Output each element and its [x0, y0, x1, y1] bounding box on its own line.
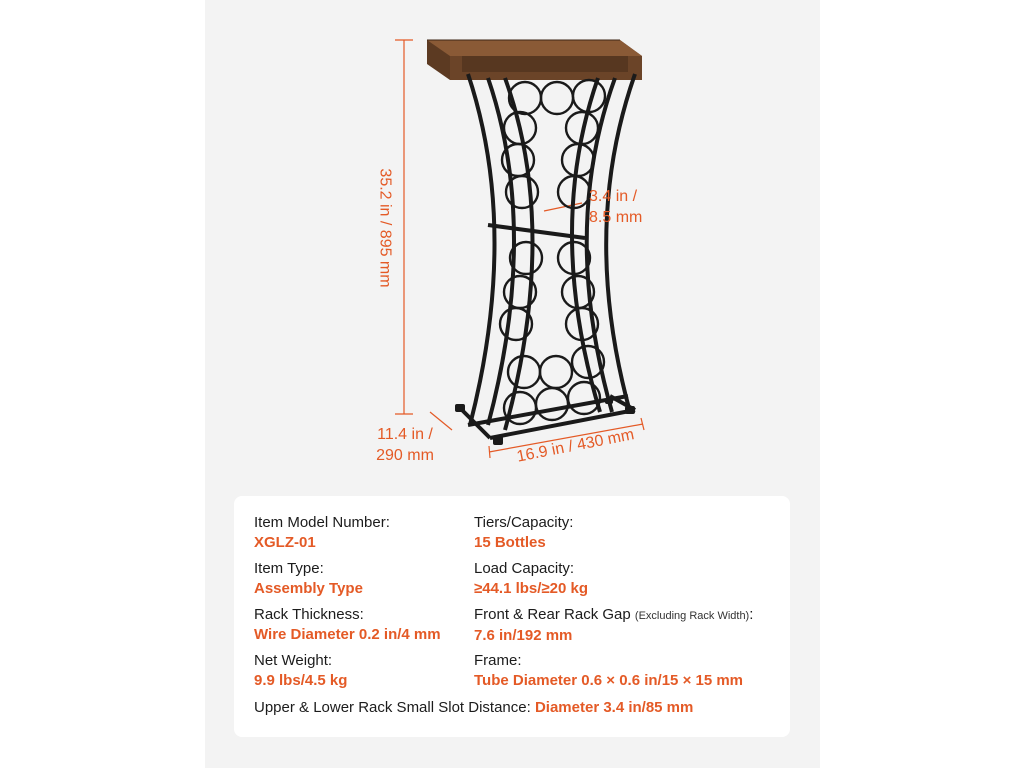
spec-label: Front & Rear Rack Gap (Excluding Rack Width):	[474, 606, 754, 623]
metal-frame	[462, 74, 635, 438]
spec-load	[474, 559, 588, 599]
spec-value: Assembly Type	[254, 580, 363, 597]
spec-label: Tiers/Capacity:	[474, 514, 574, 531]
spec-frame	[474, 651, 743, 691]
spec-label: Item Model Number:	[254, 514, 390, 531]
spec-slot-distance	[254, 698, 693, 718]
spec-thickness	[254, 605, 441, 645]
spec-value: Tube Diameter 0.6 × 0.6 in/15 × 15 mm	[474, 672, 744, 689]
slot-gap-dimension-label: 3.4 in / 8.5 mm	[589, 188, 643, 226]
spec-rack-gap	[474, 605, 753, 646]
spec-label: Load Capacity:	[474, 560, 575, 577]
spec-card	[234, 496, 790, 737]
spec-weight	[254, 651, 347, 691]
spec-value: 15 Bottles	[474, 534, 546, 551]
spec-type	[254, 559, 363, 599]
spec-value: 9.9 lbs/4.5 kg	[254, 672, 348, 689]
spec-value: Wire Diameter 0.2 in/4 mm	[254, 626, 441, 643]
spec-label: Upper & Lower Rack Small Slot Distance:	[254, 699, 531, 716]
spec-label: Item Type:	[254, 560, 324, 577]
spec-value: Diameter 3.4 in/85 mm	[534, 699, 694, 716]
spec-tiers	[474, 513, 573, 553]
spec-model	[254, 513, 390, 553]
spec-value: 7.6 in/192 mm	[474, 627, 573, 644]
spec-label: Frame:	[474, 652, 522, 669]
spec-value: ≥44.1 lbs/≥20 kg	[474, 580, 589, 597]
spec-value: XGLZ-01	[254, 534, 316, 551]
spec-label: Net Weight:	[254, 652, 333, 669]
wood-tabletop	[427, 40, 642, 80]
depth-dimension-label: 11.4 in / 290 mm	[376, 426, 434, 464]
spec-label: Rack Thickness:	[254, 606, 364, 623]
